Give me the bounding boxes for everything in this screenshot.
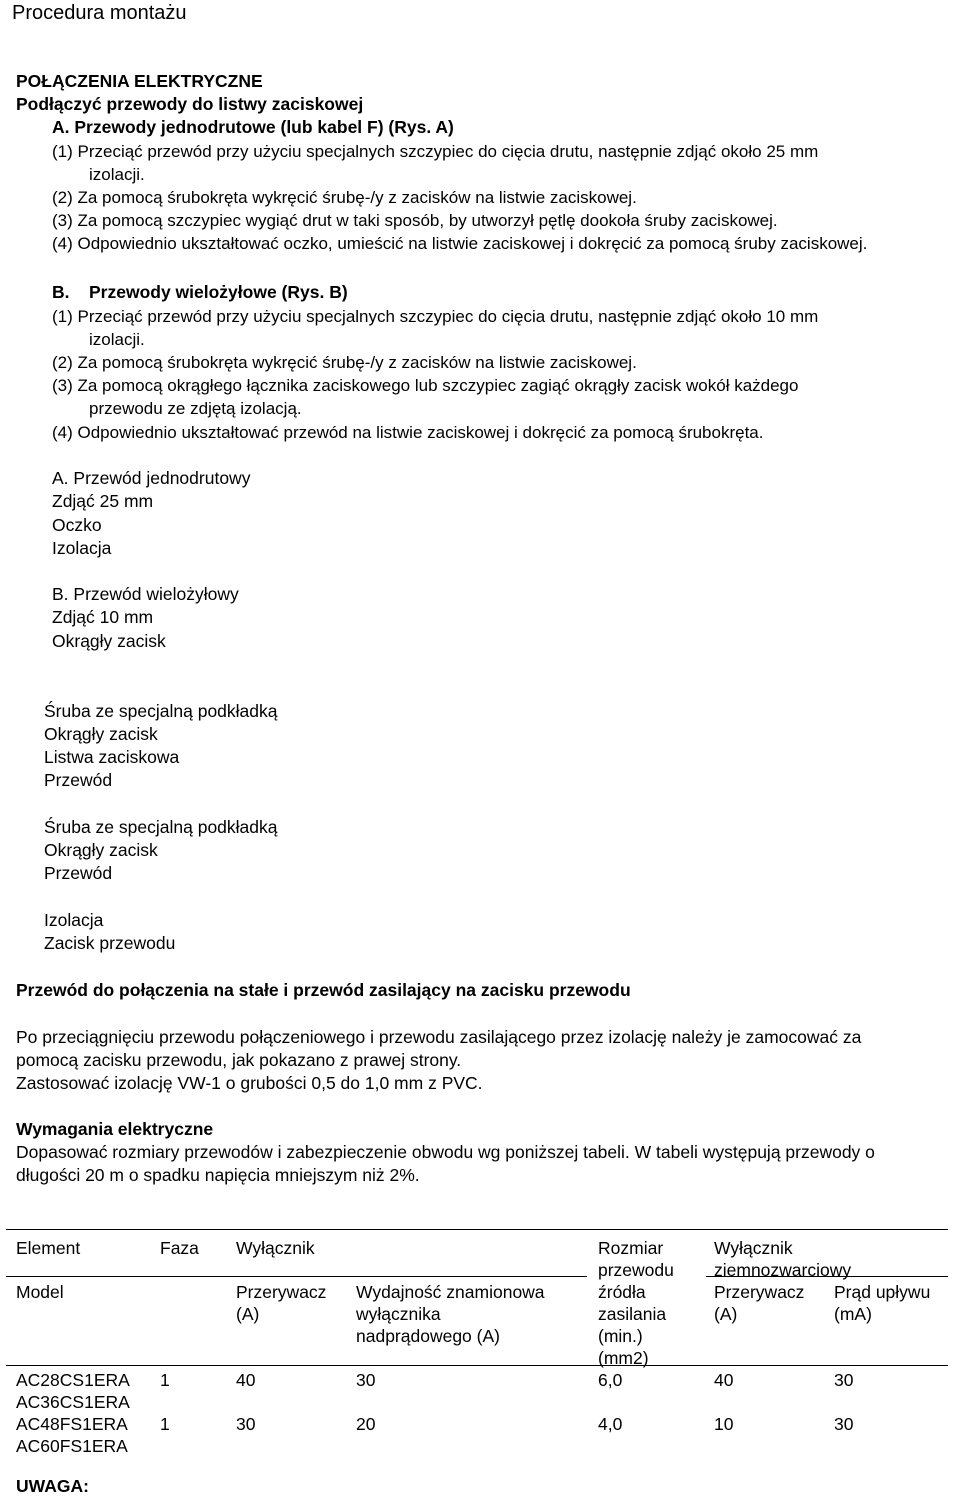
- figure-label-cord-clamp: Zacisk przewodu: [44, 933, 176, 953]
- table-row-1-przerywacz: 40: [236, 1370, 256, 1390]
- table-row-1-wydajnosc: 30: [356, 1370, 376, 1390]
- th-przerywacz2-2: (A): [714, 1304, 738, 1324]
- th-rozmiar-1: Rozmiar: [598, 1238, 664, 1258]
- table-row-2-wydajnosc: 20: [356, 1414, 376, 1434]
- figure-label-b-strip: Zdjąć 10 mm: [52, 607, 154, 627]
- table-row-1-model-1: AC28CS1ERA: [16, 1370, 130, 1390]
- table-rule-body: [6, 1365, 948, 1366]
- th-prad-2: (mA): [834, 1304, 872, 1324]
- th-rozmiar-3: źródła: [598, 1282, 646, 1302]
- step-b3: (3) Za pomocą okrągłego łącznika zaciskowego lub szczypiec zagiąć okrągły zacisk wokół każdego: [52, 376, 799, 395]
- section-subheading-terminal: Podłączyć przewody do listwy zaciskowej: [16, 94, 364, 114]
- electrical-requirements-table: [6, 1229, 948, 1459]
- figure-label-a-strip: Zdjąć 25 mm: [52, 491, 154, 511]
- requirements-text-line-2: długości 20 m o spadku napięcia mniejszym niż 2%.: [16, 1165, 420, 1185]
- figure-label-screw-washer-2: Śruba ze specjalną podkładką: [44, 817, 278, 837]
- th-model: Model: [16, 1282, 64, 1302]
- step-b1: (1) Przeciąć przewód przy użyciu specjalnych szczypiec do cięcia drutu, następnie zdjąć około 10 mm: [52, 307, 819, 326]
- table-row-1-rozmiar: 6,0: [598, 1370, 623, 1390]
- clamp-text-line-1: Po przeciągnięciu przewodu połączeniowego i przewodu zasilającego przez izolację należy je zamocować za: [16, 1027, 862, 1047]
- figure-label-insulation-2: Izolacja: [44, 910, 104, 930]
- th-element: Element: [16, 1238, 81, 1258]
- table-row-2-model-2: AC60FS1ERA: [16, 1436, 128, 1456]
- table-rule-header: [6, 1276, 232, 1277]
- note-heading: UWAGA:: [16, 1476, 89, 1496]
- table-rule-header-mid: [232, 1276, 587, 1277]
- step-a4: (4) Odpowiednio ukształtować oczko, umieścić na listwie zaciskowej i dokręcić za pomocą śruby zaciskowej.: [52, 234, 868, 253]
- section-heading-requirements: Wymagania elektryczne: [16, 1119, 214, 1139]
- step-b4: (4) Odpowiednio ukształtować przewód na listwie zaciskowej i dokręcić za pomocą śrubokręta.: [52, 423, 764, 442]
- figure-label-screw-washer: Śruba ze specjalną podkładką: [44, 701, 278, 721]
- th-prad-1: Prąd upływu: [834, 1282, 931, 1302]
- figure-label-wire: Przewód: [44, 770, 113, 790]
- clamp-text-line-2: pomocą zacisku przewodu, jak pokazano z prawej strony.: [16, 1050, 462, 1070]
- step-a1-cont: izolacji.: [89, 165, 145, 184]
- step-b2: (2) Za pomocą śrubokręta wykręcić śrubę-/y z zacisków na listwie zaciskowej.: [52, 353, 637, 372]
- figure-label-wire-2: Przewód: [44, 863, 113, 883]
- step-b1-cont: izolacji.: [89, 330, 145, 349]
- section-heading-cord-clamp: Przewód do połączenia na stałe i przewód zasilający na zacisku przewodu: [16, 980, 631, 1000]
- th-wydajnosc-2: wyłącznika: [356, 1304, 441, 1324]
- figure-label-round-terminal: Okrągły zacisk: [44, 724, 158, 744]
- table-row-2-przerywacz2: 10: [714, 1414, 734, 1434]
- table-row-2-model-1: AC48FS1ERA: [16, 1414, 128, 1434]
- step-b3-cont: przewodu ze zdjętą izolacją.: [89, 399, 302, 418]
- table-row-2-przerywacz: 30: [236, 1414, 256, 1434]
- th-rozmiar-4: zasilania: [598, 1304, 667, 1324]
- th-wydajnosc-1: Wydajność znamionowa: [356, 1282, 545, 1302]
- th-przerywacz-2: (A): [236, 1304, 260, 1324]
- table-row-1-faza: 1: [160, 1370, 170, 1390]
- table-row-1-przerywacz2: 40: [714, 1370, 734, 1390]
- th-faza: Faza: [160, 1238, 199, 1258]
- figure-label-b-title: B. Przewód wielożyłowy: [52, 584, 239, 604]
- figure-label-round-terminal-2: Okrągły zacisk: [44, 840, 158, 860]
- figure-label-terminal-block: Listwa zaciskowa: [44, 747, 180, 767]
- table-row-1-model-2: AC36CS1ERA: [16, 1392, 130, 1412]
- figure-label-a-title: A. Przewód jednodrutowy: [52, 468, 251, 488]
- step-a2: (2) Za pomocą śrubokręta wykręcić śrubę-/y z zacisków na listwie zaciskowej.: [52, 188, 637, 207]
- th-wydajnosc-3: nadprądowego (A): [356, 1326, 500, 1346]
- th-rozmiar-5: (min.): [598, 1326, 643, 1346]
- subsection-heading-a: A. Przewody jednodrutowe (lub kabel F) (Rys. A): [52, 117, 454, 137]
- table-rule-top: [6, 1229, 948, 1230]
- table-row-2-faza: 1: [160, 1414, 170, 1434]
- th-przerywacz-1: Przerywacz: [236, 1282, 327, 1302]
- th-rozmiar-6: (mm2): [598, 1348, 649, 1368]
- th-przerywacz2-1: Przerywacz: [714, 1282, 805, 1302]
- figure-label-a-insulation: Izolacja: [52, 538, 112, 558]
- figure-label-a-loop: Oczko: [52, 515, 102, 535]
- table-row-2-rozmiar: 4,0: [598, 1414, 623, 1434]
- th-ziem-2: ziemnozwarciowy: [714, 1260, 852, 1280]
- th-rozmiar-2: przewodu: [598, 1260, 674, 1280]
- th-wylacznik: Wyłącznik: [236, 1238, 315, 1258]
- step-a3: (3) Za pomocą szczypiec wygiąć drut w taki sposób, by utworzył pętlę dookoła śruby zaciskowej.: [52, 211, 778, 230]
- step-a1: (1) Przeciąć przewód przy użyciu specjalnych szczypiec do cięcia drutu, następnie zdjąć około 25 mm: [52, 142, 819, 161]
- table-row-1-prad: 30: [834, 1370, 854, 1390]
- section-heading-electrical: POŁĄCZENIA ELEKTRYCZNE: [16, 71, 263, 91]
- subsection-heading-b: Przewody wielożyłowe (Rys. B): [89, 282, 348, 302]
- th-ziem-1: Wyłącznik: [714, 1238, 793, 1258]
- figure-label-b-round-terminal: Okrągły zacisk: [52, 631, 166, 651]
- clamp-text-line-3: Zastosować izolację VW-1 o grubości 0,5 do 1,0 mm z PVC.: [16, 1073, 483, 1093]
- table-row-2-prad: 30: [834, 1414, 854, 1434]
- page-title: Procedura montażu: [12, 2, 187, 24]
- requirements-text-line-1: Dopasować rozmiary przewodów i zabezpieczenie obwodu wg poniższej tabeli. W tabeli występują przewody o: [16, 1142, 875, 1162]
- subsection-heading-b-letter: B.: [52, 282, 70, 302]
